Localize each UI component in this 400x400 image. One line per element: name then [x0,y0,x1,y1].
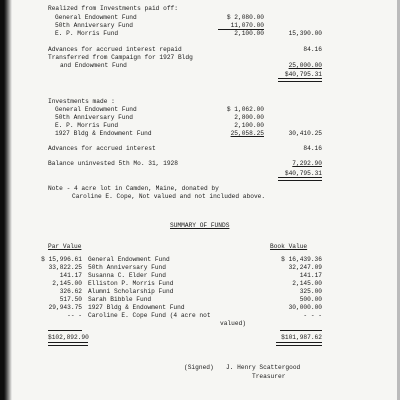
double-rule [278,78,322,82]
investment-row-label: E. P. Morris Fund [55,122,119,129]
fund-name: Elliston P. Morris Fund [88,280,174,287]
book-value-header: Book Value [270,243,308,250]
realized-advances-label: Advances for accrued interest repaid [48,46,182,53]
rule [280,330,322,331]
par-value: $ 15,996.61 [41,256,82,263]
note-line-2: Caroline E. Cope, Not valued and not included above. [72,193,266,200]
fund-name: 50th Anniversary Fund [88,264,166,271]
investment-row-label: 50th Anniversary Fund [55,114,133,121]
realized-row-amount: 11,070.00 [230,22,264,29]
par-value-total: $102,892.90 [48,334,89,341]
par-value: -- - [67,312,82,319]
treasurer-name: J. Henry Scattergood [226,364,301,371]
investments-advances-total: 84.16 [303,145,322,152]
investments-grand-total: $40,795.31 [284,170,322,177]
binding-shadow [0,0,12,400]
fund-name: Susanna C. Elder Fund [88,272,166,279]
realized-heading: Realized from Investments paid off: [48,5,178,12]
par-value: 517.50 [59,296,82,303]
par-value: 29,943.75 [48,304,82,311]
realized-transferred-label: Transferred from Campaign for 1927 Bldg [48,54,193,61]
investments-advances-label: Advances for accrued interest [48,145,156,152]
fund-name: General Endowment Fund [88,256,170,263]
realized-row-label: General Endowment Fund [55,14,137,21]
investment-row-label: 1927 Bldg & Endowment Fund [55,130,152,137]
realized-subtotal: 15,390.00 [288,30,322,37]
balance-label: Balance uninvested 5th Mo. 31, 1928 [48,160,178,167]
realized-row-amount: 2,100.00 [234,30,264,37]
investment-row-amount: $ 1,062.00 [226,106,264,113]
rule [218,29,264,30]
treasurer-title: Treasurer [252,373,286,380]
realized-grand-total: $40,795.31 [284,71,322,78]
summary-title: SUMMARY OF FUNDS [170,222,230,229]
fund-name: Alumni Scholarship Fund [88,288,174,295]
investment-row-label: General Endowment Fund [55,106,137,113]
realized-row-label: 50th Anniversary Fund [55,22,133,29]
investment-row-amount: 2,100.00 [234,122,264,129]
book-value: 32,247.09 [288,264,322,271]
fund-name: Caroline E. Cope Fund (4 acre not [88,312,211,319]
par-value: 326.62 [59,288,82,295]
book-value: 325.00 [299,288,322,295]
fund-name: 1927 Bldg & Endowment Fund [88,304,185,311]
book-value: 500.00 [299,296,322,303]
realized-advances-total: 84.16 [303,46,322,53]
rule [48,330,82,331]
investments-subtotal: 30,410.25 [288,130,322,137]
realized-row-label: E. P. Morris Fund [55,30,119,37]
realized-row-amount: $ 2,080.00 [226,14,264,21]
book-value-total: $101,987.62 [281,334,322,341]
book-value: 30,000.00 [288,304,322,311]
fund-name-continued: valued) [220,320,246,327]
signed-label: (Signed) [184,364,214,371]
book-value: $ 16,439.36 [281,256,322,263]
book-value: 2,145.00 [292,280,322,287]
realized-transferred-total: 25,000.00 [288,62,322,69]
book-value: - - - [303,312,322,319]
note-line-1: Note - 4 acre lot in Camden, Maine, donated by [48,185,219,192]
par-value-header: Par Value [48,243,82,250]
par-value: 2,145.00 [52,280,82,287]
investments-heading: Investments made : [48,98,115,105]
double-rule [278,177,322,181]
double-rule [48,342,88,346]
fund-name: Sarah Bibble Fund [88,296,152,303]
par-value: 141.17 [59,272,82,279]
double-rule [276,342,322,346]
investment-row-amount: 25,058.25 [230,130,264,137]
realized-transferred-label-2: and Endowment Fund [60,62,127,69]
par-value: 33,822.25 [48,264,82,271]
book-value: 141.17 [299,272,322,279]
investment-row-amount: 2,800.00 [234,114,264,121]
balance-total: 7,292.90 [292,160,322,167]
